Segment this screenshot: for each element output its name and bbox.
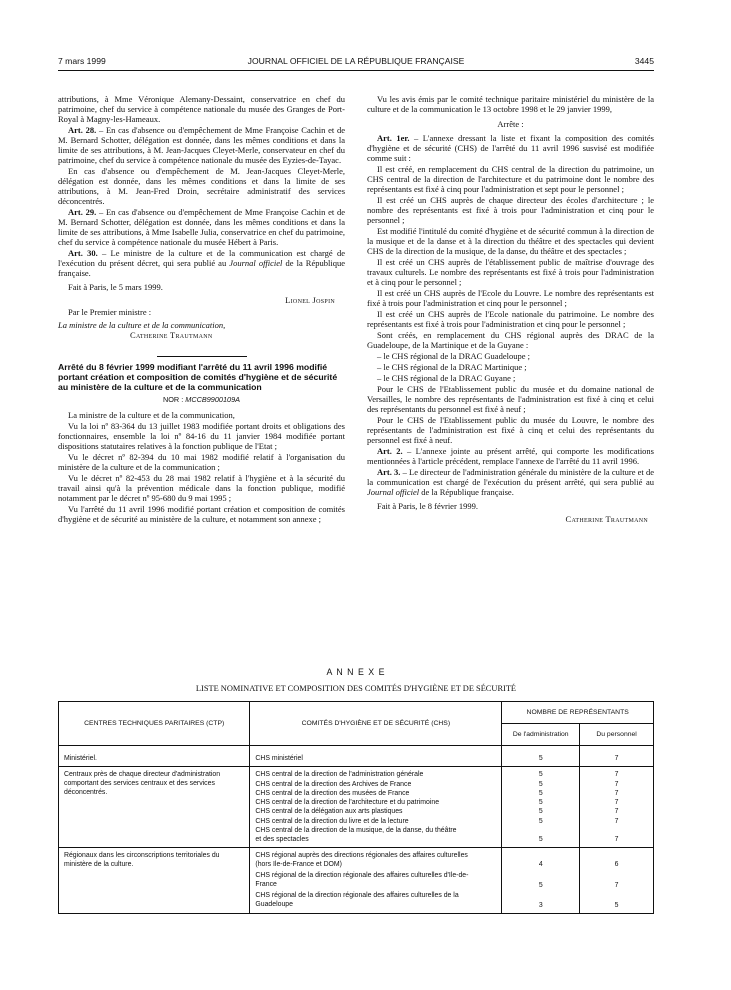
signature: Catherine Trautmann [130,330,213,340]
article-label: Art. 2. [377,446,403,456]
admin-cell [502,767,579,847]
chs-entry: CHS central de la direction des Archives de France [255,780,412,788]
article-text: – L'annexe dressant la liste et fixant la composition des comités d'hygiène et de sécurité (CHS) de l'arrêté du 11 avril 1996 susvisé est modifiée comme suit : [367,133,654,163]
ctp-cell: Ministériel. [64,755,97,762]
staff-count: 7 [614,789,619,797]
paragraph: Il est créé, en remplacement du CHS central de la direction du patrimoine, un CHS central de la direction de l'architecture et du patrimoine dont le nombre des représentants est fixé à cinq pour l'administration et sept pour le personnel ; [367,164,654,194]
admin-cell [502,848,579,913]
paragraph: Il est créé un CHS auprès de l'Ecole nationale du patrimoine. Le nombre des représentants est fixé à trois pour l'administration et cinq pour le personnel ; [367,309,654,329]
ctp-cell: Centraux près de chaque directeur d'administration comportant des services centraux et des services déconcentrés. [64,771,221,797]
chs-entry: CHS central de la direction de l'architecture et du patrimoine [255,799,440,807]
chs-entry: CHS régional de la direction régionale des affaires culturelles d'Ile-de-France [255,872,469,889]
list-item: – le CHS régional de la DRAC Guyane ; [377,373,516,383]
paragraph: Sont créés, en remplacement du CHS régional auprès des DRAC de la Guadeloupe, de la Martinique et de la Guyane : [367,330,654,350]
minister-role: La ministre de la culture et de la communication, [58,320,226,330]
header-representatives: NOMBRE DE REPRÉSENTANTS [502,702,654,724]
article-text: – En cas d'absence ou d'empêchement de Mme Françoise Cachin et de M. Bernard Schotter, délégation est donnée, dans les mêmes conditions et dans la limite de ses attributions, à M. Jean-Jacques Cleyet-Merle, conservateur en chef du patrimoine, chef du service à compétence nationale du musée des Eyzies-de-Tayac. [58,125,345,165]
header-rule [58,70,654,71]
page-header [58,56,654,68]
admin-count: 5 [538,755,543,762]
article-label: Art. 1er. [377,133,410,143]
header-staff: Du personnel [580,724,654,746]
chs-entry: CHS central de la délégation aux arts plastiques [255,808,403,816]
signature: Catherine Trautmann [565,514,648,524]
admin-count: 5 [538,799,543,807]
chs-cell [250,746,501,766]
article-text: – Le directeur de l'administration générale du ministère de la culture et de la communication est chargé de l'exécution du présent arrêté, qui sera publié au [367,467,654,487]
chs-entry: CHS central de la direction de la musique, de la danse, du théâtre et des spectacles [255,827,457,844]
paragraph: Il est créé un CHS auprès de chaque directeur des écoles d'architecture ; le nombre des représentants est fixé à trois pour l'administration et cinq pour le personnel ; [367,195,654,225]
article-30 [58,248,345,278]
article-2 [367,446,654,466]
admin-count: 5 [538,771,543,779]
staff-count: 7 [614,881,619,889]
article-28 [58,125,345,165]
staff-count: 7 [614,817,619,825]
paragraph: En cas d'absence ou d'empêchement de M. Jean-Jacques Cleyet-Merle, délégation est donnée, dans les mêmes conditions et dans la limite de ses attributions, à M. Jean-Fred Droin, secrétaire administratif des services déconcentrés. [58,166,345,206]
chs-cell [250,767,501,847]
chs-entry: CHS central de la direction du livre et de la lecture [255,817,409,825]
paragraph: Il est créé un CHS auprès de l'établissement public de maîtrise d'ouvrage des travaux culturels. Le nombre des représentants est fixé à trois pour l'administration et à cinq pour le personnel ; [367,257,654,287]
staff-count: 5 [614,901,619,909]
paragraph: Pour le CHS de l'Etablissement public du musée et du domaine national de Versailles, le nombre des représentants de l'administration est fixé à cinq et celui des représentants du personnel est fixé à neuf ; [367,384,654,414]
article-29 [58,207,345,247]
article-text: – Le ministre de la culture et de la communication est chargé de l'exécution du présent décret, qui sera publié au [58,248,345,268]
section-divider [157,356,247,357]
list-item: – le CHS régional de la DRAC Martinique ; [377,362,527,372]
paragraph: Est modifié l'intitulé du comité d'hygiène et de sécurité commun à la direction de la musique et de la danse et à la direction du théâtre et des spectacles qui devient CHS de la direction de la musique, de la danse, du théâtre et des spectacles ; [367,226,654,256]
annex-subtitle: LISTE NOMINATIVE ET COMPOSITION DES COMITÉS D'HYGIÈNE ET DE SÉCURITÉ [195,684,517,693]
header-ctp: CENTRES TECHNIQUES PARITAIRES (CTP) [59,702,250,746]
table-row [59,746,654,767]
paragraph: Vu les avis émis par le comité technique paritaire ministériel du ministère de la culture et de la communication le 13 octobre 1998 et le 29 janvier 1999, [367,94,654,114]
header-chs: COMITÉS D'HYGIÈNE ET DE SÉCURITÉ (CHS) [250,702,502,746]
admin-count: 5 [538,817,543,825]
article-text: – En cas d'absence ou d'empêchement de Mme Françoise Cachin et de M. Bernard Schotter, délégation est donnée, dans les mêmes conditions et dans la limite de ses attributions, à Mme Isabelle Julia, conservatrice en chef du patrimoine, chef du service à compétence nationale du musée Hébert à Paris. [58,207,345,247]
done-at: Fait à Paris, le 5 mars 1999. [68,282,163,292]
nor-reference [58,395,345,405]
admin-cell [502,746,579,766]
staff-count: 7 [614,836,619,844]
header-journal-title: JOURNAL OFFICIEL DE LA RÉPUBLIQUE FRANÇAISE [247,56,465,66]
paragraph: Il est créé un CHS auprès de l'Ecole du Louvre. Le nombre des représentants est fixé à trois pour l'administration et cinq pour le personnel ; [367,288,654,308]
chs-cell [250,848,501,912]
staff-cell [580,746,653,766]
journal-ref: Journal officiel [229,258,283,268]
ctp-cell: Régionaux dans les circonscriptions territoriales du ministère de la culture. [64,852,220,869]
paragraph: Vu la loi nº 83-364 du 13 juillet 1983 modifiée portant droits et obligations des fonctionnaires, ensemble la loi nº 84-16 du 11 janvier 1984 modifiée portant dispositions statutaires relatives à la fonction publique de l'Etat ; [58,421,345,451]
left-column [58,94,345,525]
staff-count: 7 [614,799,619,807]
chs-entry: CHS central de la direction des musées de France [255,789,410,797]
paragraph: Pour le CHS de l'Etablissement public du musée du Louvre, le nombre des représentants de l'administration est fixé à cinq et celui des représentants du personnel est fixé à neuf. [367,415,654,445]
article-label: Art. 29. [68,207,97,217]
staff-count: 7 [614,780,619,788]
header-date: 7 mars 1999 [58,56,106,66]
paragraph: Vu le décret nº 82-453 du 28 mai 1982 relatif à l'hygiène et à la sécurité du travail ainsi qu'à la prévention médicale dans la fonction publique, modifié notamment par le décret nº 95-680 du 9 mai 1995 ; [58,473,345,503]
admin-count: 5 [538,881,543,889]
admin-count: 5 [538,780,543,788]
admin-count: 4 [538,861,543,869]
nor-label: NOR : [162,395,186,404]
chs-entry: CHS régional auprès des directions régionales des affaires culturelles (hors Ile-de-France et DOM) [255,852,468,869]
staff-count: 7 [614,771,619,779]
arrete-heading: Arrête : [497,119,524,129]
paragraph: Vu le décret nº 82-394 du 10 mai 1982 modifié relatif à l'organisation du ministère de la culture et de la communication ; [58,452,345,472]
header-page-number: 3445 [634,56,654,66]
paragraph: attributions, à Mme Véronique Alemany-Dessaint, conservatrice en chef du patrimoine, chef du service à compétence nationale du musée des Granges de Port-Royal à Magny-les-Hameaux. [58,94,345,124]
table-row [59,767,654,848]
nor-code: MCCB9900109A [185,395,241,404]
annex-title: A N N E X E [326,667,386,677]
staff-count: 6 [614,861,619,869]
paragraph: Vu l'arrêté du 11 avril 1996 modifié portant création et composition de comités d'hygiène et de sécurité au ministère de la culture, et notamment son annexe ; [58,504,345,524]
chs-entry: CHS ministériel [255,755,303,762]
admin-count: 3 [538,901,543,909]
list-item: – le CHS régional de la DRAC Guadeloupe ; [377,351,530,361]
chs-entry: CHS central de la direction de l'administration générale [255,771,424,779]
staff-count: 7 [614,808,619,816]
admin-count: 5 [538,808,543,816]
by-prime-minister: Par le Premier ministre : [68,307,152,317]
admin-count: 5 [538,789,543,797]
table-row [59,848,654,914]
staff-count: 7 [614,755,619,762]
article-text: – L'annexe jointe au présent arrêté, qui comporte les modifications mentionnées à l'article précédent, remplace l'annexe de l'arrêté du 11 avril 1996. [367,446,654,466]
staff-cell [580,767,653,847]
article-label: Art. 3. [377,467,401,477]
article-label: Art. 28. [68,125,97,135]
article-1 [367,133,654,163]
article-label: Art. 30. [68,248,98,258]
done-at: Fait à Paris, le 8 février 1999. [377,501,479,511]
admin-count: 5 [538,836,543,844]
chs-entry: CHS régional de la direction régionale des affaires culturelles de la Guadeloupe [255,892,459,909]
journal-ref: Journal officiel [367,487,420,497]
annex-table [58,701,654,914]
article-3 [367,467,654,497]
decree-title: Arrêté du 8 février 1999 modifiant l'arrêté du 11 avril 1996 modifié portant création et composition de comités d'hygiène et de sécurité au ministère de la culture et de la communication [58,362,338,392]
staff-cell [580,848,653,913]
header-admin: De l'administration [502,724,580,746]
signature: Lionel Jospin [285,295,335,305]
right-column [367,94,654,524]
article-text-end: de la République française. [419,487,514,497]
paragraph: La ministre de la culture et de la communication, [68,410,235,420]
article-text-end: de la République française. [58,258,345,278]
